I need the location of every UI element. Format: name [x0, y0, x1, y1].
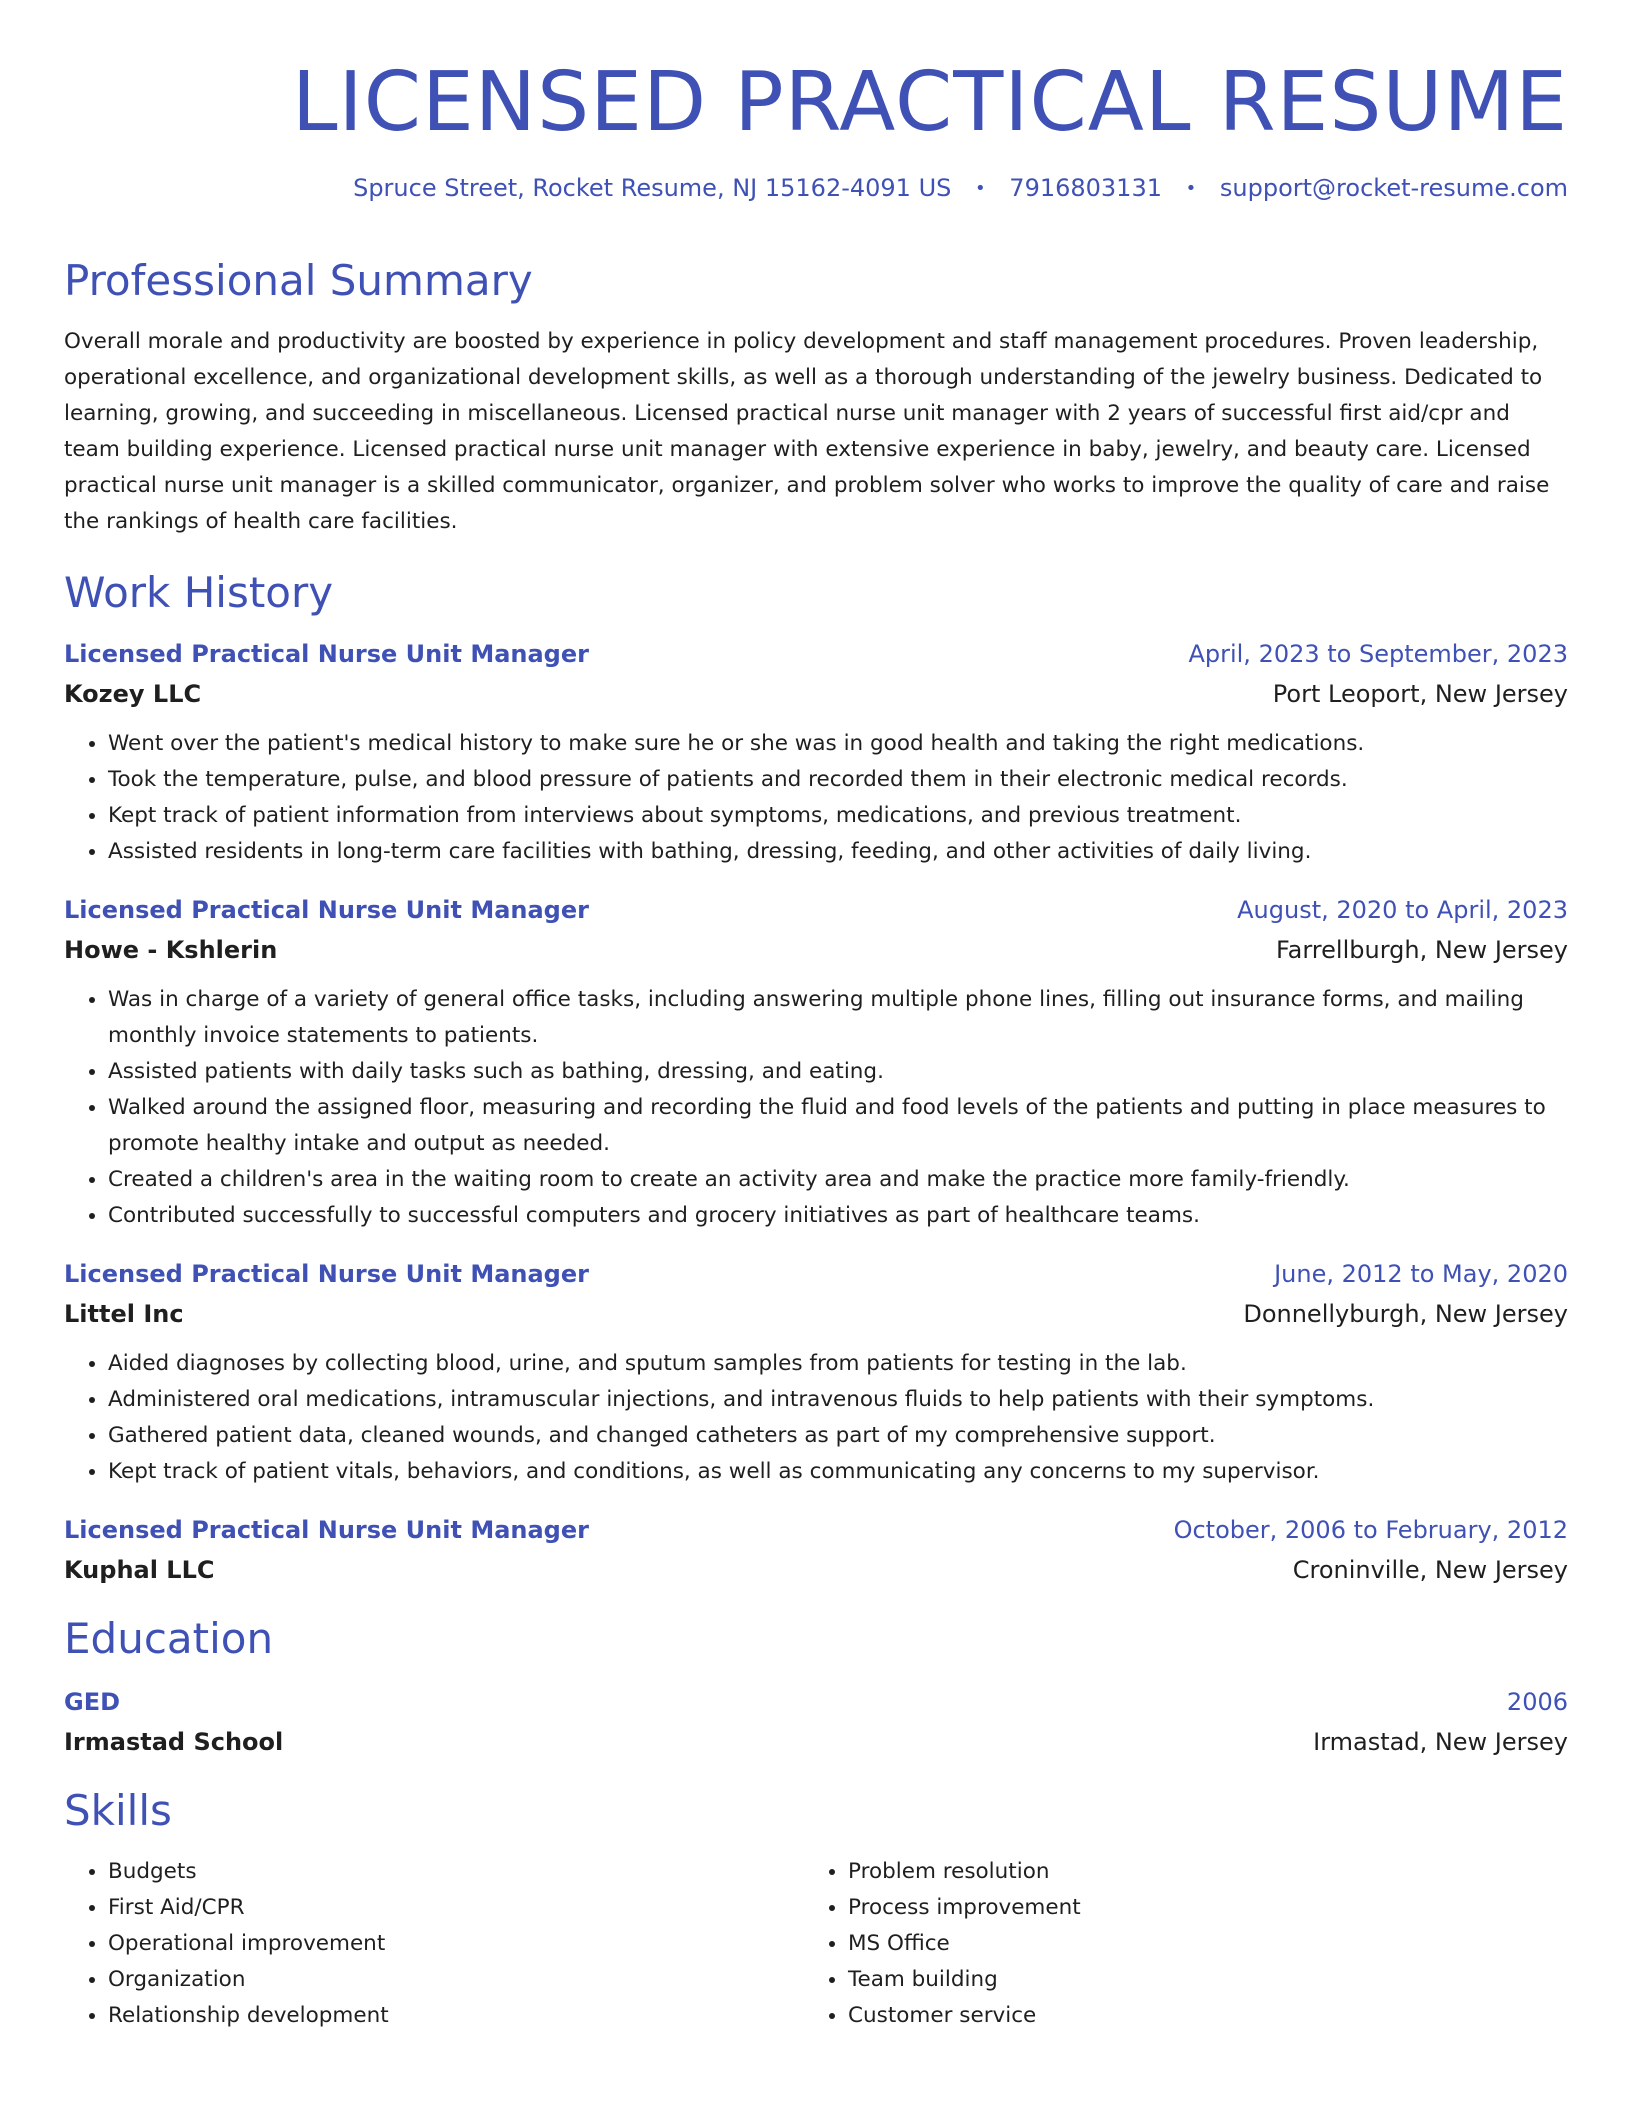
job-bullets — [64, 1346, 1568, 1490]
job-location: Croninville, New Jersey — [1292, 1556, 1568, 1584]
skills-grid — [64, 1854, 1568, 2034]
job-bullet: • Kept track of patient vitals, behaviors, and conditions, as well as communicating any concerns to my supervisor. — [108, 1454, 1568, 1490]
job-bullet: • Gathered patient data, cleaned wounds, and changed catheters as part of my comprehensive support. — [108, 1418, 1568, 1454]
job-role: Licensed Practical Nurse Unit Manager — [64, 1516, 589, 1544]
job-location: Farrellburgh, New Jersey — [1276, 936, 1568, 964]
job-bullet: • Kept track of patient information from interviews about symptoms, medications, and previous treatment. — [108, 798, 1568, 834]
job-company: Kuphal LLC — [64, 1556, 215, 1584]
contact-email: support@rocket-resume.com — [1219, 174, 1568, 202]
bullet-separator: • — [975, 178, 986, 199]
section-heading-summary: Professional Summary — [64, 256, 533, 305]
job-role: Licensed Practical Nurse Unit Manager — [64, 640, 589, 668]
job-dates: August, 2020 to April, 2023 — [1237, 896, 1568, 924]
job-entry — [64, 896, 1568, 1234]
job-bullet: • Went over the patient's medical history to make sure he or she was in good health and taking the right medications. — [108, 726, 1568, 762]
job-header-row — [64, 896, 1568, 924]
education-entry — [64, 1688, 1568, 1756]
resume-title: LICENSED PRACTICAL RESUME — [291, 55, 1568, 150]
job-company-row — [64, 680, 1568, 708]
education-header-row — [64, 1688, 1568, 1716]
job-bullet: • Assisted patients with daily tasks such as bathing, dressing, and eating. — [108, 1054, 1568, 1090]
education-degree: GED — [64, 1688, 121, 1716]
job-company: Howe - Kshlerin — [64, 936, 278, 964]
education-school: Irmastad School — [64, 1728, 284, 1756]
skills-column-right — [804, 1854, 1544, 2034]
job-role: Licensed Practical Nurse Unit Manager — [64, 1260, 589, 1288]
job-location: Donnellyburgh, New Jersey — [1243, 1300, 1568, 1328]
job-bullet: • Was in charge of a variety of general office tasks, including answering multiple phone lines, filling out insurance forms, and mailing monthly invoice statements to patients. — [108, 982, 1568, 1054]
job-dates: June, 2012 to May, 2020 — [1274, 1260, 1568, 1288]
skill-item: • Process improvement — [848, 1890, 1544, 1926]
job-header-row — [64, 1516, 1568, 1544]
job-entry — [64, 1260, 1568, 1490]
summary-text: Overall morale and productivity are boosted by experience in policy development and staff management procedures. Proven leadership, operational excellence, and organizational development skills, as well as a thorough understanding of the jewelry business. Dedicated to learning, growing, and succeeding in miscellaneous. Licensed practical nurse unit manager with 2 years of successful first aid/cpr and team building experience. Licensed practical nurse unit manager with extensive experience in baby, jewelry, and beauty care. Licensed practical nurse unit manager is a skilled communicator, organizer, and problem solver who works to improve the quality of care and raise the rankings of health care facilities. — [64, 329, 1550, 534]
contact-line — [64, 174, 1568, 202]
job-bullet: • Took the temperature, pulse, and blood pressure of patients and recorded them in their electronic medical records. — [108, 762, 1568, 798]
skills-column-left — [64, 1854, 804, 2034]
job-location: Port Leoport, New Jersey — [1272, 680, 1568, 708]
section-heading-skills: Skills — [64, 1786, 172, 1835]
job-bullets — [64, 726, 1568, 870]
job-company-row — [64, 1556, 1568, 1584]
job-dates: October, 2006 to February, 2012 — [1173, 1516, 1568, 1544]
skill-item: • First Aid/CPR — [108, 1890, 804, 1926]
skill-item: • MS Office — [848, 1926, 1544, 1962]
job-bullet: • Contributed successfully to successful computers and grocery initiatives as part of healthcare teams. — [108, 1198, 1568, 1234]
job-company: Kozey LLC — [64, 680, 202, 708]
skill-item: • Team building — [848, 1962, 1544, 1998]
education-year: 2006 — [1506, 1688, 1568, 1716]
job-bullets — [64, 982, 1568, 1234]
job-entry — [64, 640, 1568, 870]
job-header-row — [64, 1260, 1568, 1288]
skill-item: • Relationship development — [108, 1998, 804, 2034]
contact-phone: 7916803131 — [1009, 174, 1162, 202]
work-history-section — [64, 568, 1568, 1584]
skill-item: • Organization — [108, 1962, 804, 1998]
job-company-row — [64, 936, 1568, 964]
job-bullet: • Aided diagnoses by collecting blood, urine, and sputum samples from patients for testing in the lab. — [108, 1346, 1568, 1382]
education-section — [64, 1614, 1568, 1756]
job-bullet: • Administered oral medications, intramuscular injections, and intravenous fluids to help patients with their symptoms. — [108, 1382, 1568, 1418]
section-heading-education: Education — [64, 1614, 274, 1663]
job-company: Littel Inc — [64, 1300, 184, 1328]
job-bullet: • Assisted residents in long-term care facilities with bathing, dressing, feeding, and other activities of daily living. — [108, 834, 1568, 870]
job-dates: April, 2023 to September, 2023 — [1188, 640, 1568, 668]
job-company-row — [64, 1300, 1568, 1328]
job-role: Licensed Practical Nurse Unit Manager — [64, 896, 589, 924]
summary-section — [64, 256, 1568, 540]
job-entry — [64, 1516, 1568, 1584]
skills-section — [64, 1786, 1568, 2034]
skill-item: • Customer service — [848, 1998, 1544, 2034]
skill-item: • Budgets — [108, 1854, 804, 1890]
skill-item: • Problem resolution — [848, 1854, 1544, 1890]
education-location: Irmastad, New Jersey — [1313, 1728, 1568, 1756]
job-bullet: • Created a children's area in the waiting room to create an activity area and make the practice more family-friendly. — [108, 1162, 1568, 1198]
job-header-row — [64, 640, 1568, 668]
section-heading-work-history: Work History — [64, 568, 334, 617]
contact-address: Spruce Street, Rocket Resume, NJ 15162-4091 US — [353, 174, 952, 202]
education-school-row — [64, 1728, 1568, 1756]
bullet-separator: • — [1185, 178, 1197, 199]
job-bullet: • Walked around the assigned floor, measuring and recording the fluid and food levels of the patients and putting in place measures to promote healthy intake and output as needed. — [108, 1090, 1568, 1162]
skill-item: • Operational improvement — [108, 1926, 804, 1962]
